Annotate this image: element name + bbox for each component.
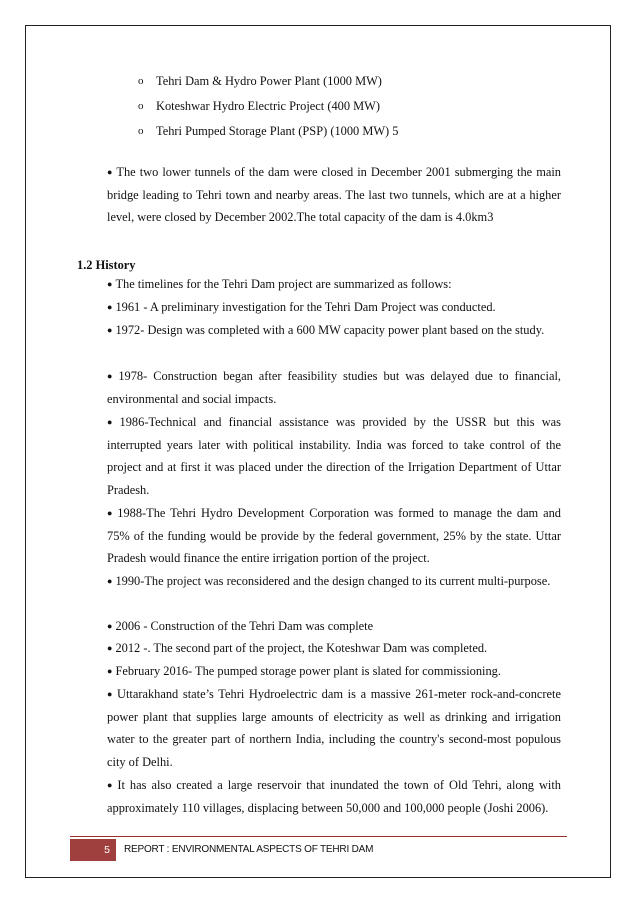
bullet-dot-icon: ● — [107, 576, 113, 586]
bullet-dot-icon: ● — [107, 417, 117, 427]
bullet-dot-icon: ● — [107, 643, 113, 653]
list-marker: o — [138, 125, 144, 137]
bullet-paragraph — [107, 502, 561, 570]
bullet-paragraph — [107, 615, 561, 638]
list-marker: o — [138, 75, 144, 87]
bullet-text: 2006 - Construction of the Tehri Dam was complete — [115, 619, 374, 633]
bullet-dot-icon: ● — [107, 666, 113, 676]
bullet-paragraph — [107, 319, 561, 342]
bullet-text: 1988-The Tehri Hydro Development Corporation was formed to manage the dam and 75% of the funding would be provide by the federal government, 25% by the state. Uttar Pradesh would finance the entire irrigation portion of the project. — [107, 506, 561, 566]
bullet-dot-icon: ● — [107, 621, 113, 631]
bullet-text: The timelines for the Tehri Dam project are summarized as follows: — [115, 277, 452, 291]
bullet-text: The two lower tunnels of the dam were closed in December 2001 submerging the main bridge leading to Tehri town and nearby areas. The last two tunnels, which are at a higher level, were closed by December 2002.The total capacity of the dam is 4.0km3 — [107, 165, 561, 225]
footer-divider — [70, 836, 567, 837]
bullet-dot-icon: ● — [107, 279, 113, 289]
bullet-text: 1978- Construction began after feasibility studies but was delayed due to financial, environmental and social impacts. — [107, 369, 561, 406]
bullet-paragraph — [107, 365, 561, 410]
bullet-text: 2012 -. The second part of the project, the Koteshwar Dam was completed. — [115, 641, 488, 655]
bullet-dot-icon: ● — [107, 508, 115, 518]
bullet-text: Uttarakhand state’s Tehri Hydroelectric dam is a massive 261-meter rock-and-concrete power plant that supplies large amounts of electricity as well as drinking and irrigation water to the greater part of northern India, including the country's second-most populous city of Delhi. — [107, 687, 561, 769]
list-marker: o — [138, 100, 144, 112]
bullet-paragraph — [107, 774, 561, 819]
bullet-paragraph — [107, 411, 561, 501]
bullet-dot-icon: ● — [107, 780, 115, 790]
bullet-paragraph — [107, 637, 561, 660]
bullet-text: 1990-The project was reconsidered and the design changed to its current multi-purpose. — [115, 574, 551, 588]
bullet-text: It has also created a large reservoir that inundated the town of Old Tehri, along with approximately 110 villages, displacing between 50,000 and 100,000 people (Joshi 2006). — [107, 778, 562, 815]
bullet-paragraph — [107, 660, 561, 683]
sub-list-item-text: Tehri Dam & Hydro Power Plant (1000 MW) — [156, 74, 382, 88]
bullet-dot-icon: ● — [107, 689, 114, 699]
bullet-paragraph — [107, 683, 561, 773]
bullet-paragraph — [107, 161, 561, 229]
section-heading: 1.2 History — [77, 258, 136, 272]
bullet-paragraph — [107, 273, 561, 296]
page-number: 5 — [70, 839, 116, 861]
bullet-text: 1961 - A preliminary investigation for the Tehri Dam Project was conducted. — [115, 300, 496, 314]
bullet-dot-icon: ● — [107, 371, 116, 381]
bullet-dot-icon: ● — [107, 167, 114, 177]
bullet-text: 1972- Design was completed with a 600 MW capacity power plant based on the study. — [115, 323, 545, 337]
bullet-text: 1986-Technical and financial assistance was provided by the USSR but this was interrupted years later with political instability. India was forced to take control of the project and at first it was placed under the direction of the Irrigation Department of Uttar Pradesh. — [107, 415, 561, 497]
bullet-dot-icon: ● — [107, 302, 113, 312]
footer-title: REPORT : ENVIRONMENTAL ASPECTS OF TEHRI DAM — [124, 844, 374, 855]
bullet-dot-icon: ● — [107, 325, 113, 335]
sub-list-item-text: Tehri Pumped Storage Plant (PSP) (1000 MW) 5 — [156, 124, 399, 138]
sub-list-item-text: Koteshwar Hydro Electric Project (400 MW) — [156, 99, 380, 113]
bullet-paragraph — [107, 296, 561, 319]
bullet-paragraph — [107, 570, 561, 593]
bullet-text: February 2016- The pumped storage power plant is slated for commissioning. — [115, 664, 501, 678]
